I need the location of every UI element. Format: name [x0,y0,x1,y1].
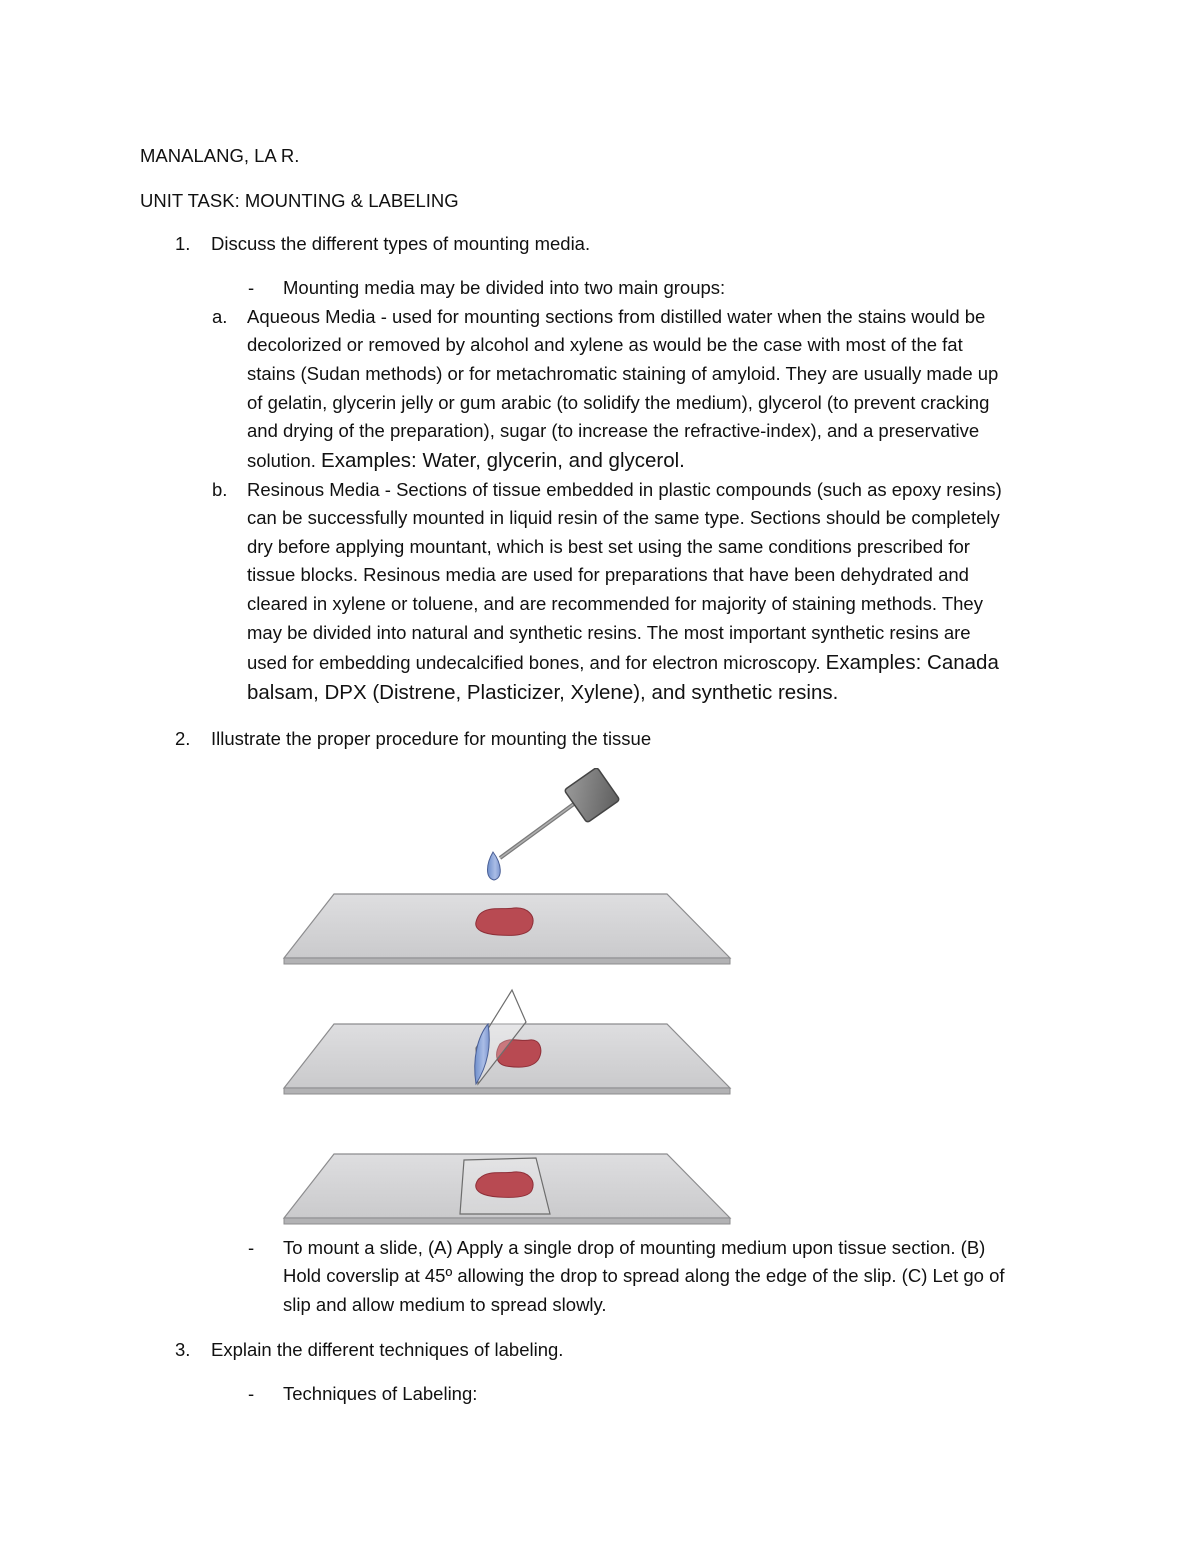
q1-b-line7-start: used for embedding undecalcified bones, and for electron microscopy. [247,652,826,673]
q1-number: 1. [175,233,191,254]
q1-a-line: stains (Sudan methods) or for metachromatic staining of amyloid. They are usually made up [247,363,999,384]
q1-a-line: decolorized or removed by alcohol and xylene as would be the case with most of the fat [247,334,963,355]
q1-a-examples: Examples: Water, glycerin, and glycerol. [321,449,685,472]
q3-number: 3. [175,1339,191,1360]
q1-intro-dash: - [248,277,255,298]
q1-b-line: tissue blocks. Resinous media are used for preparations that have been dehydrated and [247,564,969,585]
step-a-drop-medium [284,768,730,964]
q3-dash: - [248,1383,255,1404]
q1-a-line: Aqueous Media - used for mounting sections from distilled water when the stains would be [247,306,986,327]
q2-caption-line: To mount a slide, (A) Apply a single drop of mounting medium upon tissue section. (B) [283,1237,986,1258]
q1-a-letter: a. [212,306,228,327]
q3-question: Explain the different techniques of labeling. [211,1339,564,1360]
mounting-procedure-illustration [282,768,732,1228]
q1-b-line7 [247,648,999,677]
q2-caption-line: slip and allow medium to spread slowly. [283,1294,607,1315]
q1-a-line: of gelatin, glycerin jelly or gum arabic (to solidify the medium), glycerol (to prevent cracking [247,392,990,413]
q1-intro: Mounting media may be divided into two main groups: [283,277,726,298]
unit-task-title: UNIT TASK: MOUNTING & LABELING [140,190,459,211]
q1-b-line: cleared in xylene or toluene, and are recommended for majority of staining methods. They [247,593,983,614]
tissue-section [476,1172,533,1198]
medium-drop-icon [488,852,501,880]
q1-a-last-line [247,446,685,475]
step-b-hold-coverslip [284,990,730,1094]
q1-b-line: can be successfully mounted in liquid resin of the same type. Sections should be completely [247,507,1000,528]
q1-b-line: Resinous Media - Sections of tissue embedded in plastic compounds (such as epoxy resins) [247,479,1002,500]
q1-a-last-start: solution. [247,450,322,471]
q1-b-examples: Examples: Canada [825,651,999,674]
q1-b-line: dry before applying mountant, which is best set using the same conditions prescribed for [247,536,970,557]
q2-question: Illustrate the proper procedure for mounting the tissue [211,728,652,749]
tissue-section [476,908,533,935]
q1-b-letter: b. [212,479,228,500]
q2-caption-line: Hold coverslip at 45º allowing the drop to spread along the edge of the slip. (C) Let go of [283,1265,1005,1286]
q2-caption-dash: - [248,1237,255,1258]
q1-a-line: and drying of the preparation), sugar (to increase the refractive-index), and a preservative [247,420,980,441]
q1-question: Discuss the different types of mounting media. [211,233,591,254]
student-name: MANALANG, LA R. [140,145,300,166]
dropper-icon [500,768,620,858]
q1-b-line8: balsam, DPX (Distrene, Plasticizer, Xylene), and synthetic resins. [247,681,839,704]
q1-b-line: may be divided into natural and synthetic resins. The most important synthetic resins are [247,622,971,643]
q3-sub: Techniques of Labeling: [283,1383,478,1404]
step-c-release-coverslip [284,1154,730,1224]
q2-number: 2. [175,728,191,749]
